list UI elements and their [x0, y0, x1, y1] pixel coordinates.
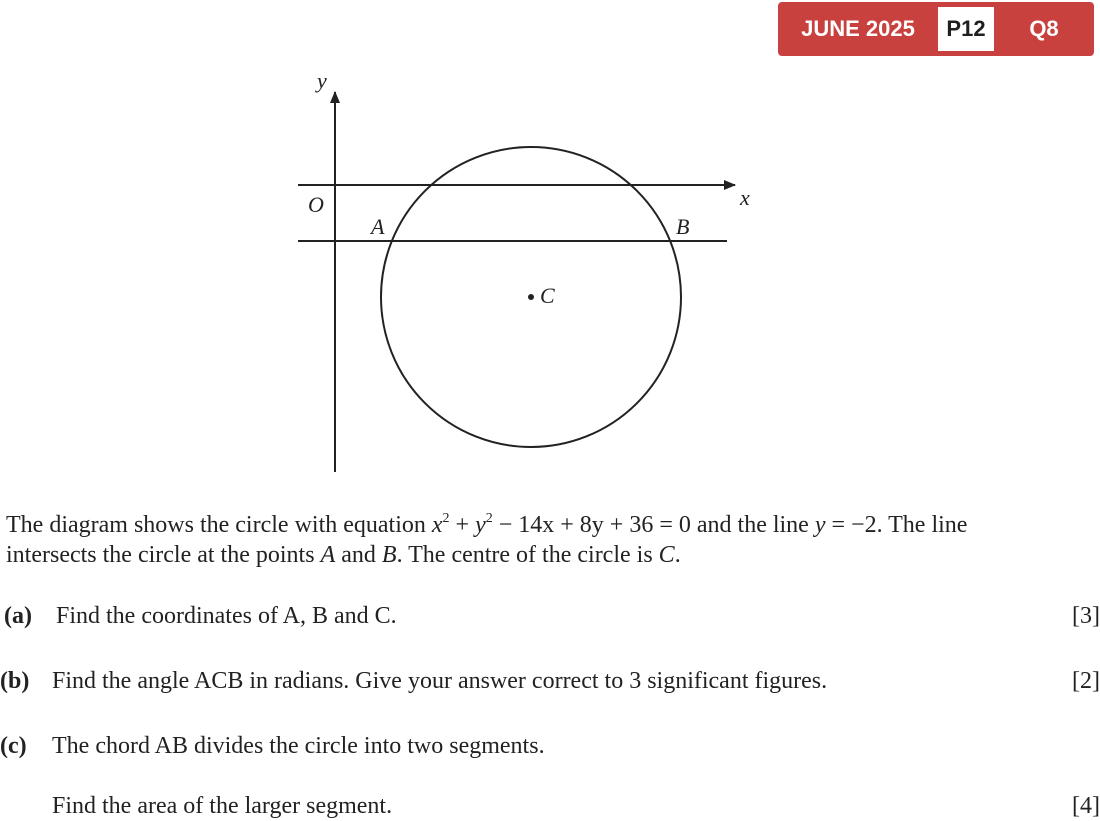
origin-label: O [308, 192, 324, 217]
line-equation-y: y [814, 512, 826, 538]
part-a [4, 601, 1100, 631]
intro-line-1: The diagram shows the circle with equation $x^2 + y^2 - 14x + 8y + 36 = 0$ and the line y = −2. The line [6, 511, 968, 538]
equation-x: x [431, 512, 443, 538]
part-b-label: (b) [0, 668, 30, 694]
exam-session: JUNE 2025 [801, 16, 915, 41]
equation-rest: − 14x + 8y + 36 = 0 and the line [492, 512, 815, 538]
intro-b: B [381, 542, 397, 568]
intro-mid: . The centre of the circle is [396, 542, 659, 568]
centre-point [528, 294, 534, 300]
centre-label: C [540, 283, 555, 308]
intro-text: The diagram shows the circle with equation [6, 512, 432, 538]
equation-y: y [475, 512, 486, 538]
part-c-label: (c) [0, 733, 27, 759]
part-c-marks: [4] [1072, 793, 1100, 819]
intro-end: . [674, 542, 681, 568]
point-a-label: A [371, 214, 385, 239]
part-c-instruction [0, 791, 1100, 821]
part-b-text: Find the angle ACB in radians. Give your answer correct to 3 significant figures. [52, 668, 828, 694]
line-equation-rest: = −2. The line [825, 512, 968, 538]
intro-a: A [320, 542, 336, 568]
part-a-label: (a) [4, 603, 32, 629]
part-c [0, 731, 1100, 761]
paper-number: P12 [938, 7, 994, 51]
part-a-text: Find the coordinates of A, B and C. [56, 603, 397, 629]
y-axis-label: y [317, 68, 327, 93]
question-number: Q8 [1029, 16, 1059, 41]
part-c-text: The chord AB divides the circle into two segments. [52, 733, 545, 759]
intro-text-2: intersects the circle at the points [6, 542, 321, 568]
part-c-instruction-text: Find the area of the larger segment. [52, 793, 393, 819]
part-b [0, 666, 1100, 696]
intro-and: and [335, 542, 382, 568]
part-b-marks: [2] [1072, 668, 1100, 694]
x-axis-label: x [740, 185, 750, 210]
part-a-marks: [3] [1072, 603, 1100, 629]
point-b-label: B [676, 214, 690, 239]
intro-line-2 [6, 540, 681, 570]
intro-c: C [658, 542, 675, 568]
